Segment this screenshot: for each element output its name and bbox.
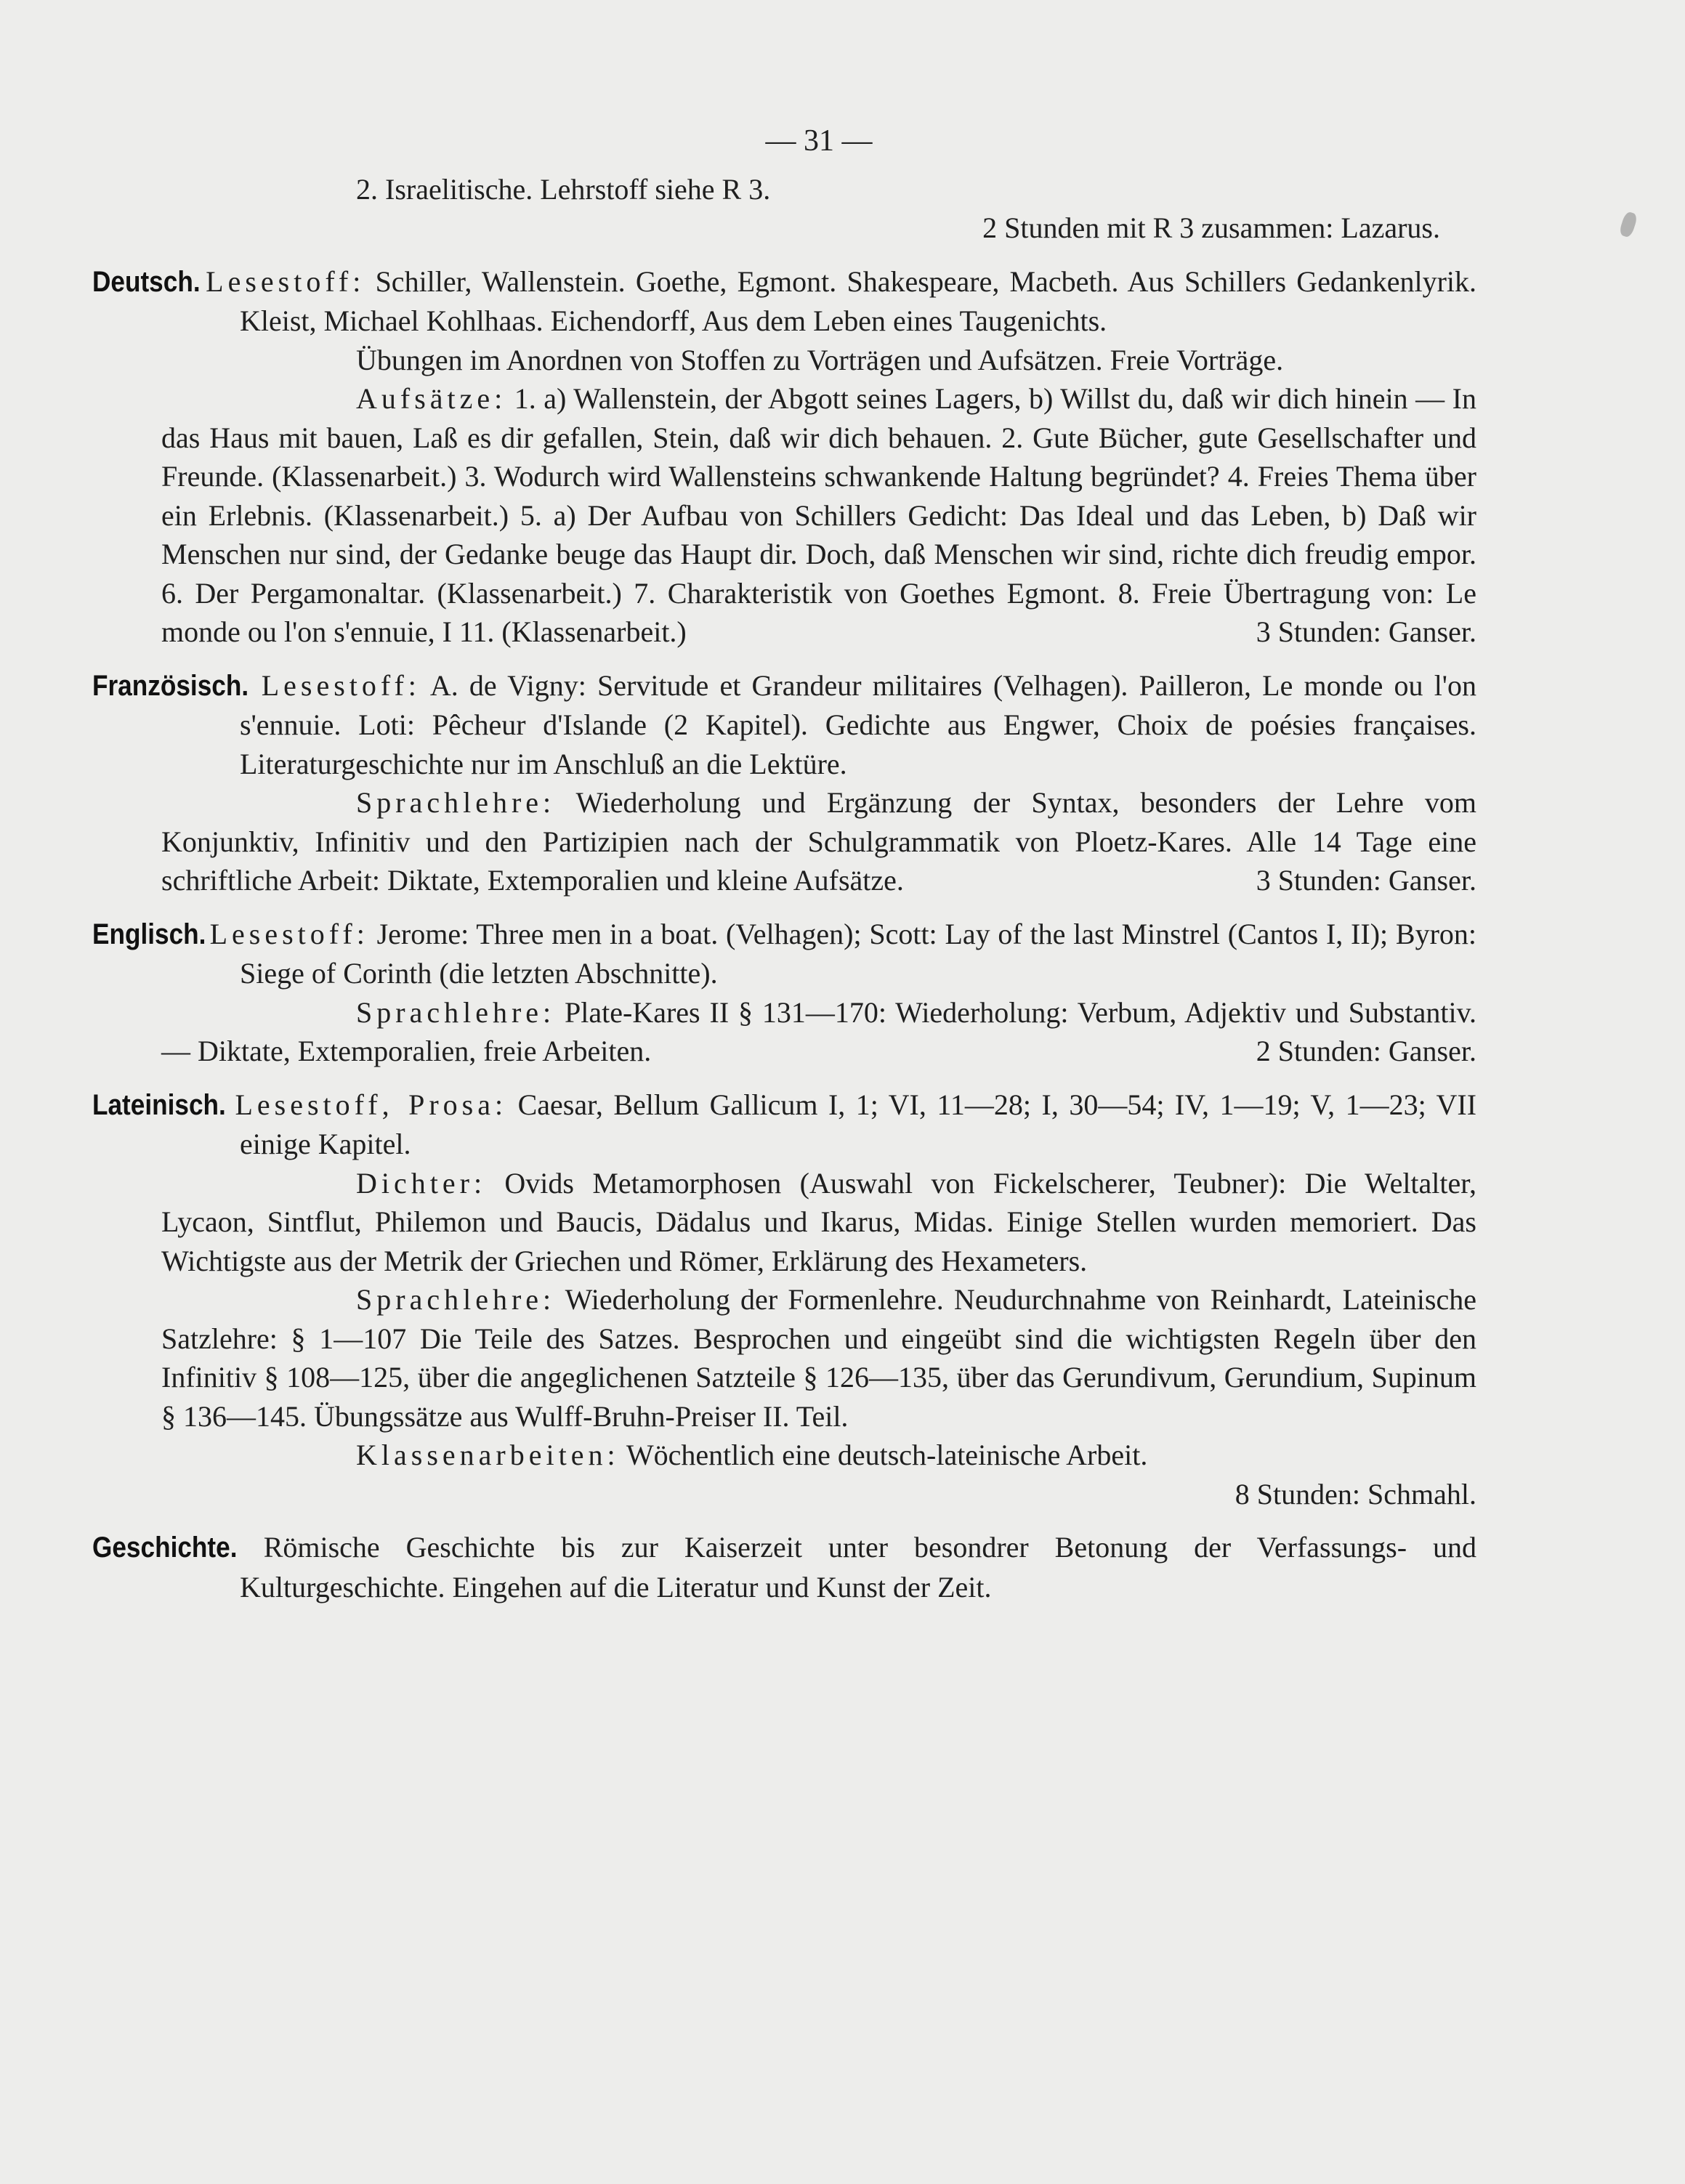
section-lateinisch [92, 1085, 1477, 1514]
geschichte-heading: Geschichte. [92, 1532, 238, 1564]
franz-sprachlehre [161, 783, 1476, 900]
section-israelitische [161, 170, 1476, 248]
document-page [92, 122, 1477, 1606]
engl-stunden: 2 Stunden: Ganser. [1256, 1035, 1476, 1067]
deutsch-aufsaetze [161, 379, 1476, 652]
geschichte-body: Römische Geschichte bis zur Kaiserzeit unter besondrer Betonung der Verfassungs- und Kulturgeschichte. Eingehen auf die Literatur und Kunst der Zeit. [240, 1531, 1477, 1603]
latein-sprachlehre [161, 1280, 1476, 1436]
geschichte-text [92, 1528, 1477, 1606]
paper-speck [1618, 211, 1638, 238]
latein-stunden: 8 Stunden: Schmahl. [1235, 1477, 1476, 1510]
engl-lesestoff [92, 915, 1477, 993]
aufsaetze-label: Aufsätze: [356, 382, 507, 415]
lesestoff-label: Lesestoff: [261, 668, 421, 702]
section-englisch [92, 915, 1477, 1071]
sprachlehre-label: Sprachlehre: [356, 1283, 556, 1316]
dichter-label: Dichter: [356, 1166, 487, 1200]
sprachlehre-label: Sprachlehre: [356, 995, 556, 1029]
lesestoff-text: Jerome: Three men in a boat. (Velhagen); Scott: Lay of the last Minstrel (Cantos I, II); Byron: Siege of Corinth (die letzten Abschnitte). [240, 917, 1477, 990]
lesestoff-text: Caesar, Bellum Gallicum I, 1; VI, 11—28; I, 30—54; IV, 1—19; V, 1—23; VII einige Kapitel. [240, 1088, 1477, 1160]
deutsch-heading: Deutsch. [92, 265, 201, 298]
engl-sprachlehre [161, 993, 1476, 1071]
section-deutsch [92, 262, 1477, 652]
latein-dichter [161, 1164, 1476, 1281]
israel-stunden: 2 Stunden mit R 3 zusammen: Lazarus. [982, 211, 1440, 244]
sprachlehre-text: Wiederholung der Formenlehre. Neudurchnahme von Reinhardt, Lateinische Satzlehre: § 1—107 Die Teile des Satzes. Besprochen und eingeübt sind die wichtigsten Regeln über den Infinitiv § 108—125, über die angeglichenen Satzteile § 126—135, über das Gerundivum, Gerundium, Supinum § 136—145. Übungssätze aus Wulff-Bruhn-Preiser II. Teil. [161, 1283, 1476, 1433]
latein-klassenarbeiten [161, 1436, 1476, 1475]
lesestoff-label: Lesestoff, Prosa: [235, 1088, 508, 1121]
sprachlehre-text: Wiederholung und Ergänzung der Syntax, besonders der Lehre vom Konjunktiv, Infinitiv und den Partizipien nach der Schulgrammatik von Ploetz-Kares. Alle 14 Tage eine schriftliche Arbeit: Diktate, Extemporalien und kleine Aufsätze. [161, 786, 1477, 897]
lesestoff-text: Schiller, Wallenstein. Goethe, Egmont. Shakespeare, Macbeth. Aus Schillers Gedankenlyrik. Kleist, Michael Kohlhaas. Eichendorff, Aus dem Leben eines Taugenichts. [240, 264, 1477, 337]
page-number: — 31 — [765, 124, 873, 158]
aufsaetze-text: 1. a) Wallenstein, der Abgott seines Lagers, b) Willst du, daß wir dich hinein — In das Haus mit bauen, Laß es dir gefallen, Stein, daß wir dich behauen. 2. Gute Bücher, gute Gesellschafter und Freunde. (Klassenarbeit.) 3. Wodurch wird Wallensteins schwankende Haltung begründet? 4. Freies Thema über ein Erlebnis. (Klassenarbeit.) 5. a) Der Aufbau von Schillers Gedicht: Das Ideal und das Leben, b) Daß wir Menschen nur sind, der Gedanke beuge das Haupt dir. Doch, daß Menschen wir sind, richte dich freudig empor. 6. Der Pergamonaltar. (Klassenarbeit.) 7. Charakteristik von Goethes Egmont. 8. Freie Übertragung von: Le monde ou l'on s'ennuie, I 11. (Klassenarbeit.) [161, 382, 1476, 648]
deutsch-uebungen: Übungen im Anordnen von Stoffen zu Vorträgen und Aufsätzen. Freie Vorträge. [356, 343, 1284, 376]
latein-lesestoff [92, 1085, 1477, 1164]
franz-stunden: 3 Stunden: Ganser. [1256, 864, 1476, 897]
franz-lesestoff [92, 666, 1477, 784]
section-geschichte [92, 1528, 1477, 1606]
sprachlehre-label: Sprachlehre: [356, 786, 556, 819]
lesestoff-label: Lesestoff: [209, 917, 369, 950]
lesestoff-text: A. de Vigny: Servitude et Grandeur militaires (Velhagen). Pailleron, Le monde ou l'on s'ennuie. Loti: Pêcheur d'Islande (2 Kapitel). Gedichte aus Engwer, Choix de poésies françaises. Literaturgeschichte nur im Anschluß an die Lektüre. [240, 668, 1477, 780]
engl-heading: Englisch. [92, 918, 206, 950]
franz-heading: Französisch. [92, 669, 249, 702]
section-franzoesisch [92, 666, 1477, 900]
sprachlehre-text: Plate-Kares II § 131—170: Wiederholung: Verbum, Adjektiv und Substantiv. — Diktate, Extemporalien, freie Arbeiten. [161, 995, 1477, 1067]
lesestoff-label: Lesestoff: [206, 264, 365, 298]
klassenarbeiten-label: Klassenarbeiten: [356, 1439, 620, 1471]
israel-line: 2. Israelitische. Lehrstoff siehe R 3. [356, 172, 771, 206]
deutsch-stunden: 3 Stunden: Ganser. [1256, 615, 1476, 648]
deutsch-lesestoff [92, 262, 1477, 341]
latein-heading: Lateinisch. [92, 1088, 226, 1121]
dichter-text: Ovids Metamorphosen (Auswahl von Fickelscherer, Teubner): Die Weltalter, Lycaon, Sintflut, Philemon und Baucis, Dädalus und Ikarus, Midas. Einige Stellen wurden memoriert. Das Wichtigste aus der Metrik der Griechen und Römer, Erklärung des Hexameters. [161, 1166, 1477, 1277]
klassenarbeiten-text: Wöchentlich eine deutsch-lateinische Arbeit. [626, 1439, 1148, 1471]
